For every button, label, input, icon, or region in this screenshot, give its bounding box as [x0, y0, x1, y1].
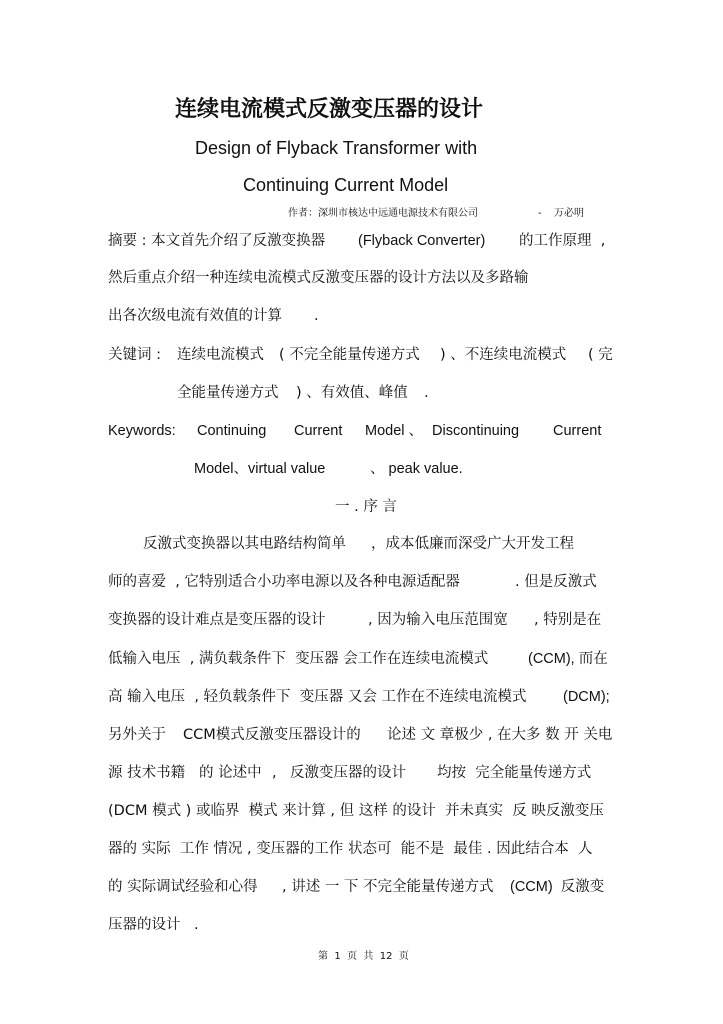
keyword-text: 、 peak value. [370, 461, 463, 477]
body-text: 压器的设计 [108, 917, 181, 933]
body-text: ，成本低廉而深受广大开发工程 [371, 536, 574, 552]
body-text: 器的 实际 工作 情况 , 变压器的工作 [108, 841, 344, 857]
keyword-text: Current [294, 423, 343, 439]
keywords-label: Keywords: [108, 423, 176, 439]
keyword-text: ( 完 [588, 347, 613, 363]
body-text: 师的喜爱 , 它特别适合小功率电源以及各种电源适配器 [108, 574, 460, 590]
keyword-text: ( 不完全能量传递方式 [279, 347, 420, 363]
body-text: (DCM 模式 ) 或临界 模式 来计算 , 但 这样 的设计 并未真实 反 映反激变压 [108, 803, 604, 819]
body-text: 变换器的设计难点是变压器的设计 [108, 612, 326, 628]
body-text: , 因为输入电压范围宽 [368, 612, 508, 628]
body-text: , 讲述 一 下 不完全能量传递方式 [282, 879, 494, 895]
body-text: (CCM) 反激变 [510, 879, 605, 895]
title-english-line1: Design of Flyback Transformer with [195, 138, 478, 158]
body-text: CCM模式反激变压器设计的 [183, 727, 361, 743]
author-name: 万必明 [554, 208, 584, 219]
abstract-text: 然后重点介绍一种连续电流模式反激变压器的设计方法以及多路输 [108, 270, 529, 286]
body-text: 高 输入电压 , 轻负载条件下 变压器 又会 工作在不连续电流模式 [108, 689, 527, 705]
abstract-text: . [314, 308, 319, 324]
abstract-text: 的工作原理 , [519, 233, 606, 249]
section-heading: 一 . 序 言 [335, 499, 397, 515]
keyword-text: Model、virtual value [194, 461, 326, 477]
title-chinese: 连续电流模式反激变压器的设计 [175, 97, 484, 122]
page-footer: 第 1 页 共 12 页 [318, 951, 409, 962]
body-text: 源 技术书籍 [108, 765, 186, 781]
keyword-text: ) 、不连续电流模式 [440, 347, 567, 363]
body-text: , [272, 765, 277, 781]
body-text: (DCM); [563, 689, 610, 705]
body-text: 的 论述中 [199, 765, 262, 781]
body-text: 反激式变换器以其电路结构简单 [143, 536, 346, 552]
body-text: . [194, 917, 199, 933]
body-text: (CCM), 而在 [528, 651, 608, 667]
keyword-text: 连续电流模式 [177, 347, 264, 363]
keyword-text: ) 、有效值、峰值 [296, 385, 408, 401]
body-text: 均按 完全能量传递方式 [437, 765, 592, 781]
body-text: 低输入电压 , 满负载条件下 变压器 会工作在连续电流模式 [108, 651, 489, 667]
abstract-text: 摘要 : 本文首先介绍了反激变换器 [108, 233, 326, 249]
keyword-text: Discontinuing [432, 423, 520, 439]
keyword-text: Model 、 [365, 423, 424, 439]
keyword-text: Continuing [197, 423, 267, 439]
author-dash: - [538, 208, 542, 219]
body-text: 的 实际调试经验和心得 [108, 879, 258, 895]
body-text: 反激变压器的设计 [290, 765, 406, 781]
keyword-text: 全能量传递方式 [177, 385, 279, 401]
title-english-line2: Continuing Current Model [243, 175, 449, 195]
body-text: 另外关于 [108, 727, 166, 743]
abstract-text: (Flyback Converter) [358, 233, 486, 249]
keyword-text: Current [553, 423, 602, 439]
keyword-text: . [424, 385, 429, 401]
keywords-label: 关键词 : [108, 347, 161, 363]
body-text: 论述 文 章极少 , 在大多 数 开 关电 [387, 727, 613, 743]
author-affiliation: 作者：深圳市核达中远通电源技术有限公司 [288, 208, 478, 219]
body-text: , 特别是在 [534, 612, 602, 628]
abstract-text: 出各次级电流有效值的计算 [108, 308, 282, 324]
body-text: 状态可 能不是 最佳 . 因此结合本 人 [348, 841, 593, 857]
body-text: . 但是反激式 [515, 574, 597, 590]
